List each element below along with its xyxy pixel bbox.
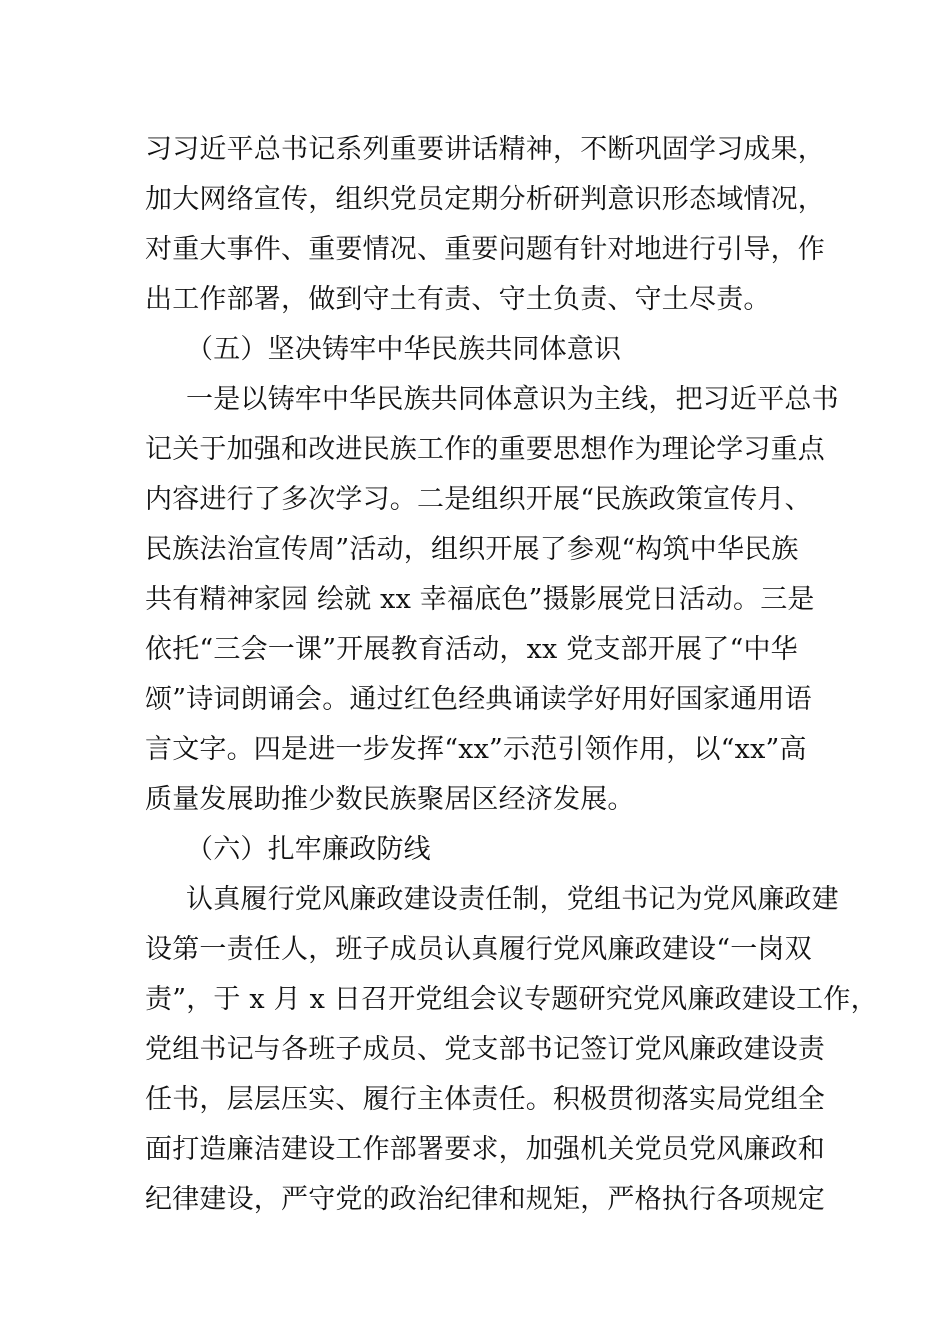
body-line: 党组书记与各班子成员、党支部书记签订党风廉政建设责 [145,1034,825,1065]
section-heading-5: （五）坚决铸牢中华民族共同体意识 [186,334,622,365]
body-line: 对重大事件、重要情况、重要问题有针对地进行引导，作 [145,234,825,265]
body-line: 认真履行党风廉政建设责任制，党组书记为党风廉政建 [186,884,839,915]
body-line: 依托“三会一课”开展教育活动，xx 党支部开展了“中华 [145,634,798,665]
body-line: 言文字。四是进一步发挥“xx”示范引领作用，以“xx”高 [145,734,807,765]
section-heading-6: （六）扎牢廉政防线 [186,834,431,865]
body-line: 纪律建设，严守党的政治纪律和规矩，严格执行各项规定 [145,1184,825,1215]
body-line: 习习近平总书记系列重要讲话精神，不断巩固学习成果， [145,134,825,165]
body-line: 面打造廉洁建设工作部署要求，加强机关党员党风廉政和 [145,1134,825,1165]
body-line: 共有精神家园 绘就 xx 幸福底色”摄影展党日活动。三是 [145,584,815,615]
body-line: 记关于加强和改进民族工作的重要思想作为理论学习重点 [145,434,825,465]
body-line: 责”，于 x 月 x 日召开党组会议专题研究党风廉政建设工作， [145,984,878,1015]
body-line: 出工作部署，做到守土有责、守土负责、守土尽责。 [145,284,771,315]
body-line: 内容进行了多次学习。二是组织开展“民族政策宣传月、 [145,484,812,515]
body-line: 设第一责任人，班子成员认真履行党风廉政建设“一岗双 [145,934,812,965]
body-line: 民族法治宣传周”活动，组织开展了参观“构筑中华民族 [145,534,799,565]
body-line: 质量发展助推少数民族聚居区经济发展。 [145,784,635,815]
body-line: 颂”诗词朗诵会。通过红色经典诵读学好用好国家通用语 [145,684,812,715]
body-line: 一是以铸牢中华民族共同体意识为主线，把习近平总书 [186,384,839,415]
body-line: 任书，层层压实、履行主体责任。积极贯彻落实局党组全 [145,1084,825,1115]
body-line: 加大网络宣传，组织党员定期分析研判意识形态域情况， [145,184,825,215]
